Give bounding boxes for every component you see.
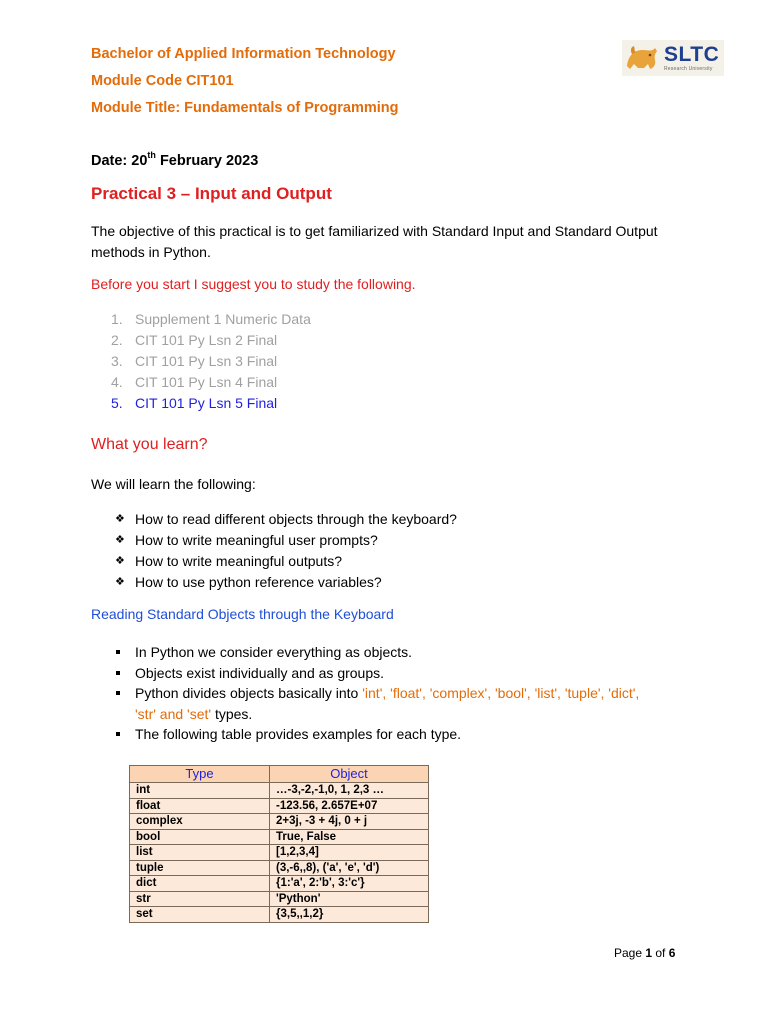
list-item-text: How to use python reference variables? — [135, 574, 382, 590]
module-title: Module Title: Fundamentals of Programming — [91, 100, 399, 116]
before-start-note: Before you start I suggest you to study the following. — [91, 276, 416, 292]
table-row — [130, 860, 429, 876]
type-cell: tuple — [130, 860, 270, 876]
of-label: of — [652, 946, 669, 960]
type-names: 'int', 'float', 'complex', 'bool', 'list', 'tuple', 'dict', — [362, 685, 640, 701]
object-cell: {3,5,,1,2} — [270, 907, 429, 923]
list-item-text: How to read different objects through the keyboard? — [135, 511, 457, 527]
study-item[interactable] — [111, 351, 311, 372]
list-item-text: How to write meaningful outputs? — [135, 553, 342, 569]
study-item[interactable] — [111, 330, 311, 351]
type-cell: set — [130, 907, 270, 923]
object-cell: [1,2,3,4] — [270, 845, 429, 861]
type-cell: str — [130, 891, 270, 907]
square-bullet-icon — [115, 683, 135, 724]
logo-subtitle: Research University — [664, 66, 713, 72]
table-row — [130, 814, 429, 830]
study-link[interactable]: CIT 101 Py Lsn 5 Final — [135, 395, 278, 411]
list-item-text: How to write meaningful user prompts? — [135, 532, 378, 548]
list-item — [115, 551, 457, 572]
table-row — [130, 783, 429, 799]
program-title: Bachelor of Applied Information Technology — [91, 46, 396, 62]
list-item — [115, 572, 457, 593]
study-item[interactable] — [111, 393, 311, 414]
logo-wordmark: SLTC — [664, 43, 720, 66]
type-names-cont: 'str' and 'set' — [135, 705, 212, 722]
type-cell: list — [130, 845, 270, 861]
types-table — [129, 765, 429, 923]
object-cell: 'Python' — [270, 891, 429, 907]
item-number: 4. — [111, 374, 123, 390]
square-bullet-icon — [115, 642, 135, 663]
study-link[interactable]: CIT 101 Py Lsn 4 Final — [135, 374, 278, 390]
object-cell: {1:'a', 2:'b', 3:'c'} — [270, 876, 429, 892]
what-you-learn-heading: What you learn? — [91, 436, 208, 453]
type-cell: float — [130, 798, 270, 814]
list-item-text: The following table provides examples for each type. — [135, 726, 462, 742]
study-link[interactable]: Supplement 1 Numeric Data — [135, 311, 311, 327]
diamond-bullet-icon: ❖ — [115, 513, 125, 525]
object-cell: True, False — [270, 829, 429, 845]
study-link[interactable]: CIT 101 Py Lsn 2 Final — [135, 332, 278, 348]
page-footer — [614, 946, 675, 960]
document-date — [91, 151, 258, 169]
page-number: 1 — [645, 946, 653, 960]
list-item — [115, 724, 715, 745]
table-row — [130, 845, 429, 861]
object-cell: 2+3j, -3 + 4j, 0 + j — [270, 814, 429, 830]
type-cell: bool — [130, 829, 270, 845]
list-item-text: In Python we consider everything as objects. — [135, 644, 413, 660]
column-header-object: Object — [270, 766, 429, 783]
module-code: Module Code CIT101 — [91, 73, 234, 89]
bullet-list — [115, 642, 715, 745]
section-heading: Reading Standard Objects through the Keyboard — [91, 606, 394, 622]
date-suffix: th — [147, 150, 156, 160]
study-item[interactable] — [111, 309, 311, 330]
object-cell: …-3,-2,-1,0, 1, 2,3 … — [270, 783, 429, 799]
square-bullet-icon — [115, 663, 135, 684]
learn-list — [115, 509, 457, 593]
table-header-row — [130, 766, 429, 783]
diamond-bullet-icon: ❖ — [115, 555, 125, 567]
date-prefix: Date: 20 — [91, 152, 148, 169]
object-cell: -123.56, 2.657E+07 — [270, 798, 429, 814]
table-row — [130, 891, 429, 907]
study-link[interactable]: CIT 101 Py Lsn 3 Final — [135, 353, 278, 369]
study-item[interactable] — [111, 372, 311, 393]
learn-intro: We will learn the following: — [91, 476, 256, 492]
bullet-text-post: types. — [211, 705, 253, 722]
objective-paragraph: The objective of this practical is to get familiarized with Standard Input and Standard Output methods in Python. — [91, 223, 658, 260]
practical-title: Practical 3 – Input and Output — [91, 184, 332, 203]
type-cell: complex — [130, 814, 270, 830]
list-item — [115, 683, 715, 724]
object-cell: (3,-6,,8), ('a', 'e', 'd') — [270, 860, 429, 876]
diamond-bullet-icon: ❖ — [115, 534, 125, 546]
type-cell: int — [130, 783, 270, 799]
bullet-text-pre: Python divides objects basically into — [135, 685, 363, 701]
date-rest: February 2023 — [155, 152, 259, 169]
item-number: 5. — [111, 395, 123, 411]
study-list — [111, 309, 311, 414]
table-row — [130, 876, 429, 892]
table-row — [130, 798, 429, 814]
square-bullet-icon — [115, 724, 135, 745]
column-header-type: Type — [130, 766, 270, 783]
table-row — [130, 829, 429, 845]
item-number: 3. — [111, 353, 123, 369]
table-row — [130, 907, 429, 923]
diamond-bullet-icon: ❖ — [115, 576, 125, 588]
list-item — [115, 530, 457, 551]
page-total: 6 — [668, 946, 676, 960]
type-cell: dict — [130, 876, 270, 892]
list-item-text — [135, 683, 639, 724]
lion-icon — [624, 42, 660, 74]
list-item-text: Objects exist individually and as groups. — [135, 664, 385, 681]
sltc-logo — [622, 40, 724, 76]
list-item — [115, 642, 715, 663]
list-item — [115, 509, 457, 530]
item-number: 2. — [111, 332, 123, 348]
page-label: Page — [614, 946, 646, 960]
list-item — [115, 663, 715, 684]
item-number: 1. — [111, 311, 123, 327]
